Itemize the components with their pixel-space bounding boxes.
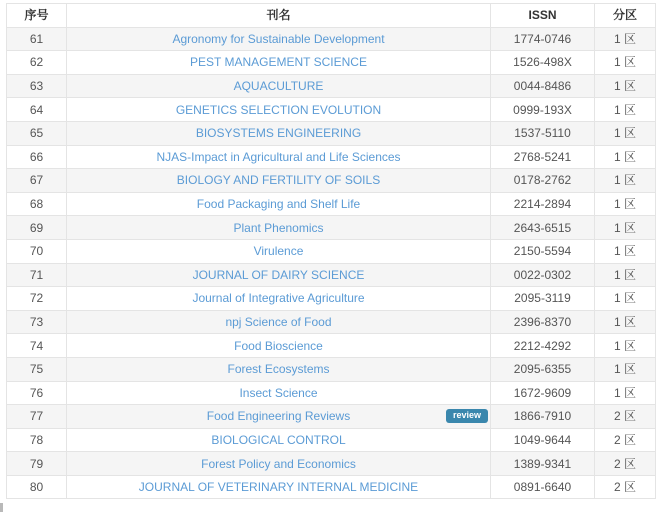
- journal-link[interactable]: Agronomy for Sustainable Development: [172, 31, 385, 46]
- zone-cell: 1 区: [595, 145, 656, 169]
- issn-cell: 2095-3119: [491, 287, 595, 311]
- table-header-row: [7, 4, 656, 28]
- issn-cell: 2212-4292: [491, 334, 595, 358]
- row-index-cell: 67: [7, 169, 67, 193]
- row-index-cell: 73: [7, 310, 67, 334]
- journal-name-cell: [67, 51, 491, 75]
- zone-cell: 1 区: [595, 334, 656, 358]
- zone-cell: 1 区: [595, 287, 656, 311]
- zone-cell: 2 区: [595, 405, 656, 429]
- row-index-cell: 61: [7, 27, 67, 51]
- issn-cell: 1866-7910: [491, 405, 595, 429]
- journal-name-cell: [67, 334, 491, 358]
- row-index-cell: 71: [7, 263, 67, 287]
- journal-link[interactable]: JOURNAL OF DAIRY SCIENCE: [192, 267, 365, 282]
- row-index-cell: 77: [7, 405, 67, 429]
- journal-name-cell: [67, 287, 491, 311]
- row-index-cell: 76: [7, 381, 67, 405]
- zone-cell: 1 区: [595, 98, 656, 122]
- zone-cell: 1 区: [595, 121, 656, 145]
- journal-link[interactable]: GENETICS SELECTION EVOLUTION: [175, 102, 382, 117]
- journal-name-cell: [67, 74, 491, 98]
- table-row: [7, 192, 656, 216]
- journal-link[interactable]: AQUACULTURE: [233, 79, 324, 94]
- journal-link[interactable]: NJAS-Impact in Agricultural and Life Sciences: [156, 149, 401, 164]
- table-row: [7, 287, 656, 311]
- journal-name-cell: [67, 145, 491, 169]
- issn-cell: 0022-0302: [491, 263, 595, 287]
- journal-name-cell: [67, 169, 491, 193]
- table-row: [7, 452, 656, 476]
- journal-link[interactable]: PEST MANAGEMENT SCIENCE: [190, 55, 367, 70]
- table-row: [7, 27, 656, 51]
- issn-cell: 1049-9644: [491, 428, 595, 452]
- journal-link[interactable]: BIOLOGY AND FERTILITY OF SOILS: [176, 173, 381, 188]
- journal-link[interactable]: BIOSYSTEMS ENGINEERING: [195, 126, 362, 141]
- journal-name-cell: [67, 263, 491, 287]
- row-index-cell: 70: [7, 239, 67, 263]
- table-row: [7, 475, 656, 499]
- row-index-cell: 78: [7, 428, 67, 452]
- journal-name-cell: [67, 405, 491, 429]
- journal-link[interactable]: Food Packaging and Shelf Life: [196, 197, 361, 212]
- issn-cell: 2643-6515: [491, 216, 595, 240]
- journal-name-cell: [67, 310, 491, 334]
- zone-cell: 1 区: [595, 216, 656, 240]
- table-row: [7, 169, 656, 193]
- row-index-cell: 80: [7, 475, 67, 499]
- row-index-cell: 64: [7, 98, 67, 122]
- table-row: [7, 405, 656, 429]
- table-row: [7, 216, 656, 240]
- row-index-cell: 75: [7, 357, 67, 381]
- table-row: [7, 145, 656, 169]
- zone-cell: 1 区: [595, 27, 656, 51]
- journal-name-cell: [67, 27, 491, 51]
- zone-cell: 1 区: [595, 239, 656, 263]
- table-row: [7, 239, 656, 263]
- journal-name-cell: [67, 216, 491, 240]
- table-row: [7, 357, 656, 381]
- journal-table-body: [7, 27, 656, 499]
- journal-table: [6, 3, 656, 499]
- row-index-cell: 79: [7, 452, 67, 476]
- table-row: [7, 51, 656, 75]
- table-row: [7, 428, 656, 452]
- zone-cell: 2 区: [595, 475, 656, 499]
- journal-link[interactable]: Food Bioscience: [234, 338, 323, 353]
- row-index-cell: 68: [7, 192, 67, 216]
- zone-cell: 1 区: [595, 51, 656, 75]
- journal-name-cell: [67, 381, 491, 405]
- issn-cell: 1672-9609: [491, 381, 595, 405]
- issn-cell: 0044-8486: [491, 74, 595, 98]
- issn-cell: 1537-5110: [491, 121, 595, 145]
- journal-link[interactable]: Journal of Integrative Agriculture: [192, 291, 365, 306]
- zone-cell: 2 区: [595, 452, 656, 476]
- table-row: [7, 121, 656, 145]
- column-header-name: 刊名: [67, 4, 491, 28]
- journal-link[interactable]: Forest Policy and Economics: [201, 456, 356, 471]
- journal-name-cell: [67, 239, 491, 263]
- issn-cell: 2768-5241: [491, 145, 595, 169]
- table-row: [7, 98, 656, 122]
- row-index-cell: 63: [7, 74, 67, 98]
- journal-name-cell: [67, 192, 491, 216]
- issn-cell: 1526-498X: [491, 51, 595, 75]
- journal-link[interactable]: BIOLOGICAL CONTROL: [211, 432, 346, 447]
- table-row: [7, 263, 656, 287]
- table-row: [7, 74, 656, 98]
- row-index-cell: 72: [7, 287, 67, 311]
- issn-cell: 2150-5594: [491, 239, 595, 263]
- table-row: [7, 334, 656, 358]
- zone-cell: 1 区: [595, 74, 656, 98]
- journal-link[interactable]: Virulence: [253, 244, 304, 259]
- issn-cell: 0891-6640: [491, 475, 595, 499]
- issn-cell: 2095-6355: [491, 357, 595, 381]
- zone-cell: 1 区: [595, 381, 656, 405]
- issn-cell: 0178-2762: [491, 169, 595, 193]
- column-header-index: 序号: [7, 4, 67, 28]
- zone-cell: 1 区: [595, 357, 656, 381]
- row-index-cell: 66: [7, 145, 67, 169]
- review-badge: review: [446, 409, 488, 423]
- issn-cell: 2396-8370: [491, 310, 595, 334]
- journal-name-cell: [67, 452, 491, 476]
- issn-cell: 1774-0746: [491, 27, 595, 51]
- column-header-zone: 分区: [595, 4, 656, 28]
- issn-cell: 1389-9341: [491, 452, 595, 476]
- issn-cell: 2214-2894: [491, 192, 595, 216]
- journal-link[interactable]: npj Science of Food: [225, 315, 332, 330]
- row-index-cell: 62: [7, 51, 67, 75]
- journal-link[interactable]: JOURNAL OF VETERINARY INTERNAL MEDICINE: [138, 480, 419, 495]
- row-index-cell: 74: [7, 334, 67, 358]
- column-header-issn: ISSN: [491, 4, 595, 28]
- zone-cell: 1 区: [595, 192, 656, 216]
- journal-name-cell: [67, 121, 491, 145]
- row-index-cell: 69: [7, 216, 67, 240]
- zone-cell: 1 区: [595, 169, 656, 193]
- journal-link[interactable]: Forest Ecosystems: [227, 362, 330, 377]
- zone-cell: 1 区: [595, 310, 656, 334]
- journal-name-cell: [67, 357, 491, 381]
- table-row: [7, 381, 656, 405]
- issn-cell: 0999-193X: [491, 98, 595, 122]
- row-index-cell: 65: [7, 121, 67, 145]
- corner-artifact: [0, 503, 3, 512]
- journal-name-cell: [67, 428, 491, 452]
- zone-cell: 1 区: [595, 263, 656, 287]
- journal-link[interactable]: Plant Phenomics: [233, 220, 324, 235]
- journal-link[interactable]: Insect Science: [239, 385, 318, 400]
- journal-name-cell: [67, 98, 491, 122]
- journal-link[interactable]: Food Engineering Reviews: [206, 409, 351, 424]
- zone-cell: 2 区: [595, 428, 656, 452]
- table-row: [7, 310, 656, 334]
- journal-name-cell: [67, 475, 491, 499]
